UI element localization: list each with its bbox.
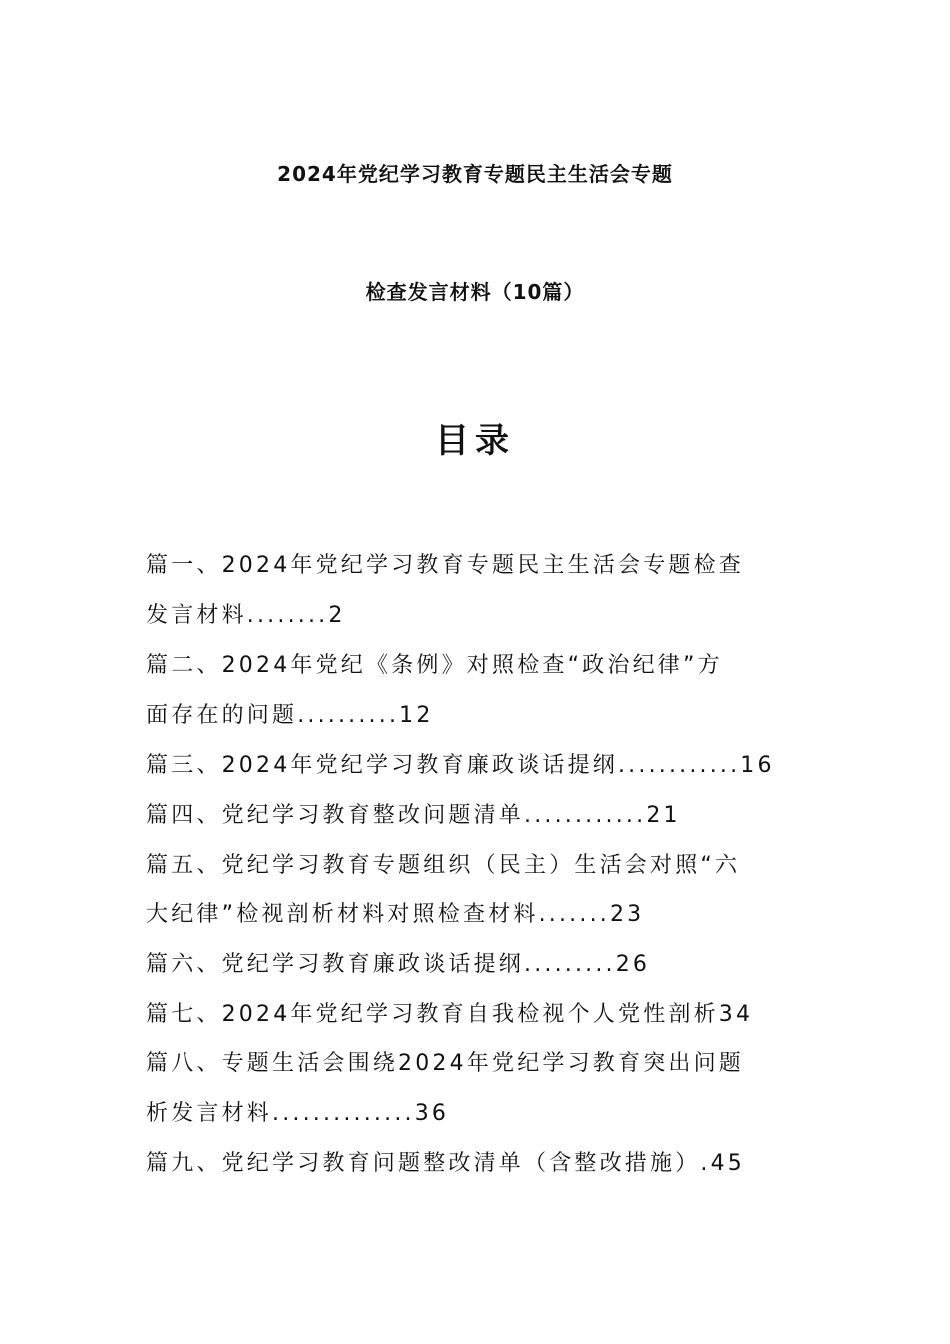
toc-line: 大纪律”检视剖析材料对照检查材料.......23 <box>146 902 645 927</box>
toc-line: 篇六、党纪学习教育廉政谈话提纲.........26 <box>146 952 651 977</box>
toc-line: 篇一、2024年党纪学习教育专题民主生活会专题检查 <box>146 553 744 578</box>
toc-line: 面存在的问题..........12 <box>146 703 434 728</box>
toc-line: 篇五、党纪学习教育专题组织（民主）生活会对照“六 <box>146 853 741 878</box>
document-title-line-1: 2024年党纪学习教育专题民主生活会专题 <box>277 162 673 186</box>
toc-line: 篇八、专题生活会围绕2024年党纪学习教育突出问题 <box>146 1051 744 1076</box>
toc-line: 篇二、2024年党纪《条例》对照检查“政治纪律”方 <box>146 653 723 678</box>
document-title-line-2: 检查发言材料（10篇） <box>365 280 585 304</box>
toc-heading: 目录 <box>435 421 515 461</box>
toc-line: 篇四、党纪学习教育整改问题清单............21 <box>146 803 681 828</box>
toc-line: 析发言材料..............36 <box>146 1101 450 1126</box>
toc-line: 篇七、2024年党纪学习教育自我检视个人党性剖析34 <box>146 1002 754 1027</box>
toc-line: 篇九、党纪学习教育问题整改清单（含整改措施）.45 <box>146 1151 745 1176</box>
toc-line: 篇三、2024年党纪学习教育廉政谈话提纲............16 <box>146 753 775 778</box>
toc-line: 发言材料........2 <box>146 603 346 628</box>
